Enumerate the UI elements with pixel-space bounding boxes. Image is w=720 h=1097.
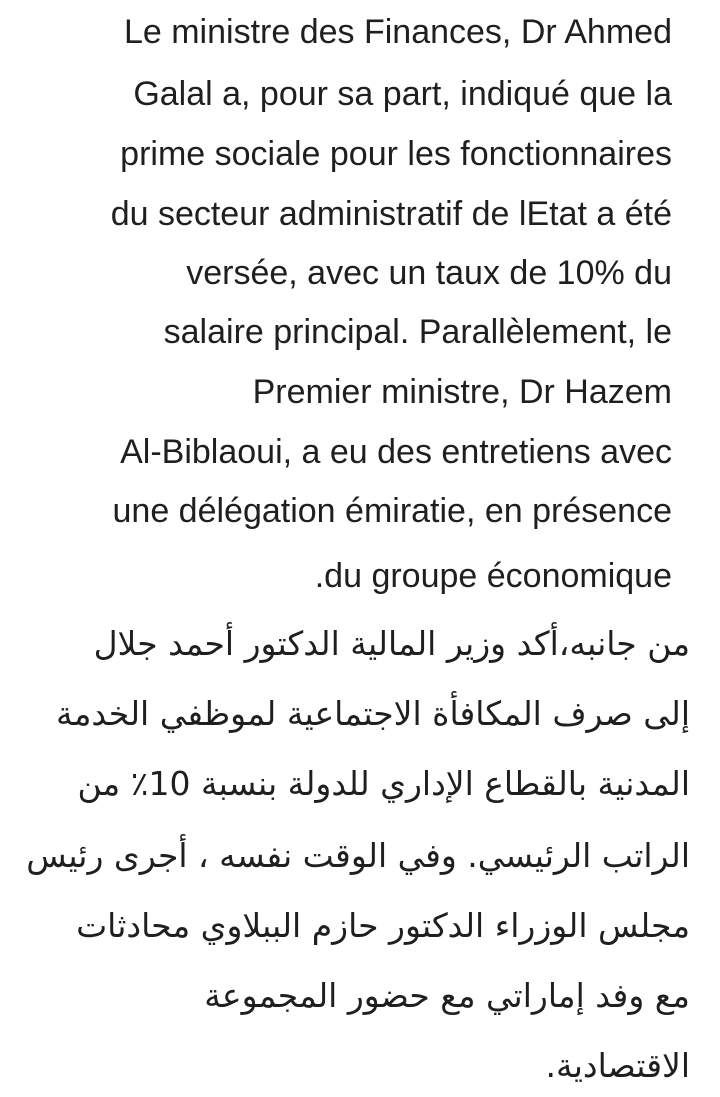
- arabic-line: المدنية بالقطاع الإداري للدولة بنسبة 10٪ من: [77, 764, 690, 803]
- french-line: prime sociale pour les fonctionnaires: [120, 135, 672, 173]
- french-line: Premier ministre, Dr Hazem: [252, 373, 672, 411]
- french-line: une délégation émiratie, en présence: [112, 492, 672, 530]
- arabic-line: من جانبه،أكد وزير المالية الدكتور أحمد جلال: [93, 624, 690, 663]
- french-line: Al-Biblaoui, a eu des entretiens avec: [120, 433, 672, 471]
- french-line: Le ministre des Finances, Dr Ahmed: [123, 13, 672, 51]
- arabic-line: الراتب الرئيسي. وفي الوقت نفسه ، أجرى رئيس: [26, 836, 690, 875]
- french-line: Galal a, pour sa part, indiqué que la: [133, 75, 672, 113]
- french-line: .du groupe économique: [314, 557, 672, 595]
- arabic-line: إلى صرف المكافأة الاجتماعية لموظفي الخدمة: [56, 694, 690, 733]
- arabic-line: مجلس الوزراء الدكتور حازم الببلاوي محادثات: [76, 906, 690, 945]
- french-line: salaire principal. Parallèlement, le: [163, 313, 672, 351]
- arabic-line: مع وفد إماراتي مع حضور المجموعة: [204, 976, 690, 1015]
- arabic-line: الاقتصادية.: [545, 1046, 690, 1085]
- french-line: versée, avec un taux de 10% du: [186, 254, 672, 292]
- french-line: du secteur administratif de lEtat a été: [110, 195, 672, 233]
